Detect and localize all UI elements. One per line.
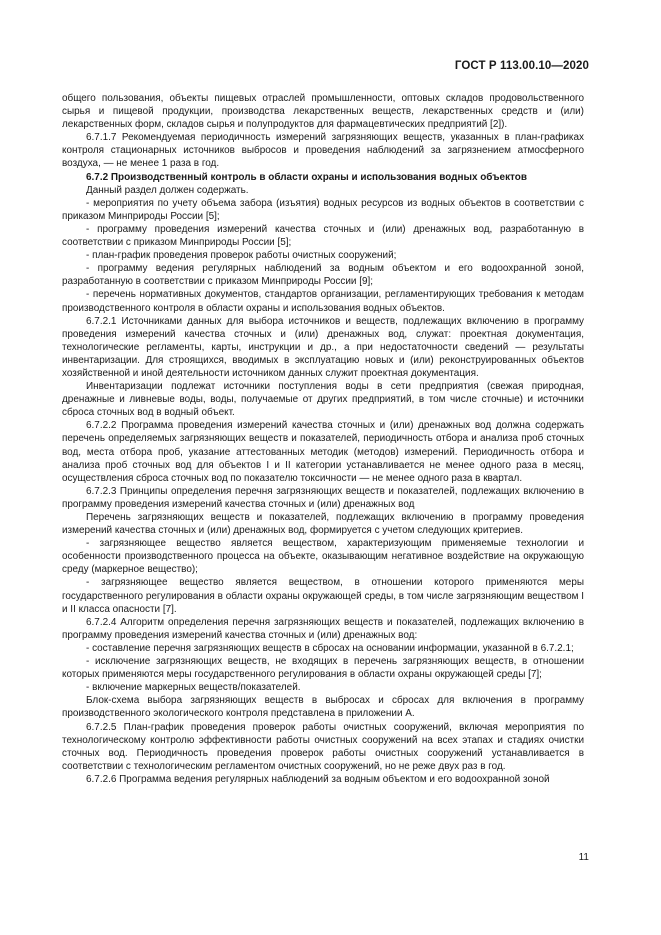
list-item: - программу ведения регулярных наблюдений за водным объектом и его водоохранной зоной, разработанную в соответствии с приказом Минприроды России [9];	[62, 263, 584, 288]
paragraph: Данный раздел должен содержать.	[86, 184, 249, 196]
list-item: - составление перечня загрязняющих веществ в сбросах на основании информации, указанной в 6.7.2.1;	[86, 642, 574, 654]
list-item: - программу проведения измерений качества сточных и (или) дренажных вод, разработанную в соответствии с приказом Минприроды России [5];	[62, 223, 584, 249]
paragraph: Инвентаризации подлежат источники поступления воды в сети предприятия (свежая природная, дренажные и ливневые воды, воды, получаемые от других предприятий, в том числе сточные) и источники сброса сточных вод в водный объект.	[62, 381, 584, 419]
list-item: - мероприятия по учету объема забора (изъятия) водных ресурсов из водных объектов в соответствии с приказом Минприроды России [5];	[62, 197, 584, 222]
paragraph: Перечень загрязняющих веществ и показателей, подлежащих включению в программу проведения измерений качества сточных и (или) дренажных вод, формируется с учетом следующих критериев.	[62, 512, 584, 537]
paragraph: 6.7.2.1 Источниками данных для выбора источников и веществ, подлежащих включению в программу проведения измерений качества сточных и (или) дренажных вод, служат: проектная документация, технологические регламенты, карты, инструкции и др., а при недостаточности сведений — результаты инвентаризации. Для строящихся, вводимых в эксплуатацию новых и (или) реконструированных объектов хозяйственной и иной деятельности источником данных служит проектная документация.	[62, 315, 584, 379]
paragraph: Блок-схема выбора загрязняющих веществ в выбросах и сбросах для включения в программу производственного экологического контроля представлена в приложении А.	[62, 695, 584, 720]
paragraph: 6.7.2.3 Принципы определения перечня загрязняющих веществ и показателей, подлежащих включению в программу проведения измерений качества сточных и (или) дренажных вод	[62, 485, 584, 510]
paragraph: 6.7.2.2 Программа проведения измерений качества сточных и (или) дренажных вод должна содержать перечень определяемых загрязняющих веществ и показателей, периодичность отбора и анализа проб сточных вод, места отбора проб, указание аттестованных методик (методов) измерений. Периодичность отбора и анализа проб сточных вод для объектов I и II категории устанавливается не менее одного раза в месяц, осуществления сброса сточных вод по показателю токсичности — не менее одного раза в квартал.	[62, 420, 584, 484]
list-item: - план-график проведения проверок работы очистных сооружений;	[86, 250, 397, 262]
list-item: - загрязняющее вещество является веществом, в отношении которого применяются меры государственного регулирования в области охраны окружающей среды, в том числе загрязняющим веществом I и II класса опасности [7].	[62, 577, 584, 615]
standard-code-header: ГОСТ Р 113.00.10—2020	[454, 60, 589, 72]
paragraph: общего пользования, объекты пищевых отраслей промышленности, оптовых складов продовольственного сырья и пищевой продукции, производства лекарственных веществ, лекарственных средств и (или) лекарственных форм, складов сырья и полупродуктов для фармацевтических предприятий [2]).	[62, 93, 584, 131]
paragraph: 6.7.2.6 Программа ведения регулярных наблюдений за водным объектом и его водоохранной зоной	[86, 773, 550, 785]
paragraph: 6.7.2.5 План-график проведения проверок работы очистных сооружений, включая мероприятия по технологическому контролю эффективности работы очистных сооружений на всех этапах и стадиях очистки сточных вод. Периодичность проведения проверок работы очистных сооружений устанавливается в соответствии с технологическим регламентом очистных сооружений, но не реже двух раз в год.	[62, 721, 584, 772]
list-item: - включение маркерных веществ/показателей.	[86, 682, 301, 694]
list-item: - загрязняющее вещество является веществом, характеризующим применяемые технологии и особенности производственного процесса на объекте, оказывающим негативное воздействие на окружающую среду (маркерное вещество);	[62, 538, 584, 576]
list-item: - перечень нормативных документов, стандартов организации, регламентирующих требования к методам производственного контроля в области охраны и использования водных объектов.	[62, 289, 584, 314]
body-text	[62, 92, 584, 786]
list-item: - исключение загрязняющих веществ, не входящих в перечень загрязняющих веществ, в отношении которых применяются меры государственного регулирования в области охраны окружающей среды [7];	[62, 656, 584, 681]
page-number: 11	[578, 852, 589, 863]
paragraph: 6.7.1.7 Рекомендуемая периодичность измерений загрязняющих веществ, указанных в план-графиках контроля стационарных источников выбросов и проведения наблюдений за загрязнением атмосферного воздуха, — не менее 1 раза в год.	[62, 132, 584, 170]
paragraph: 6.7.2.4 Алгоритм определения перечня загрязняющих веществ и показателей, подлежащих включению в программу проведения измерений качества сточных и (или) дренажных вод:	[62, 616, 584, 641]
section-heading: 6.7.2 Производственный контроль в области охраны и использования водных объектов	[86, 171, 527, 183]
